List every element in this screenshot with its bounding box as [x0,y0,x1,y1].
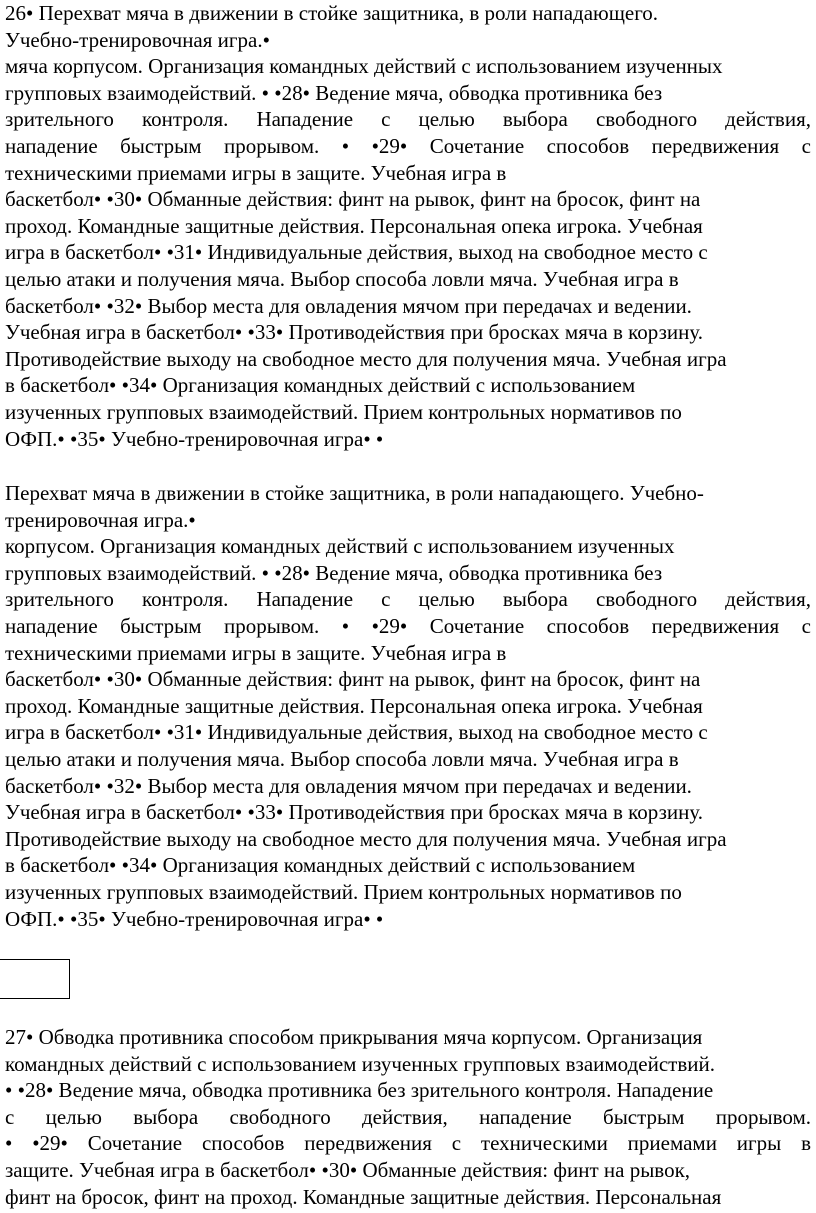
text-line: изученных групповых взаимодействий. Прием контрольных нормативов по [5,879,682,904]
text-line: баскетбол• •30• Обманные действия: финт на рывок, финт на бросок, финт на [5,667,701,692]
text-line: баскетбол• •32• Выбор места для овладения мячом при передачах и ведении. [5,773,692,798]
text-line: финт на бросок, финт на проход. Командные защитные действия. Персональная [5,1184,722,1209]
text-line: Учебно-тренировочная игра.• [5,27,270,52]
text-line: в баскетбол• •34• Организация командных действий с использованием [5,853,636,878]
text-line: целью атаки и получения мяча. Выбор способа ловли мяча. Учебная игра в [5,266,679,291]
text-line: 26• Перехват мяча в движении в стойке защитника, в роли нападающего. [5,1,659,25]
text-line: защите. Учебная игра в баскетбол• •30• Обманные действия: финт на рывок, [5,1157,691,1182]
text-line: с целью выбора свободного действия, нападение быстрым прорывом. [5,1104,811,1129]
text-line: • •28• Ведение мяча, обводка противника без зрительного контроля. Нападение [5,1078,714,1103]
document-block-2 [5,480,811,932]
text-line: групповых взаимодействий. • •28• Ведение мяча, обводка противника без [5,80,663,105]
document-block-3 [5,1024,811,1210]
text-line: нападение быстрым прорывом. • •29• Сочетание способов передвижения с [5,613,811,638]
text-line: • •29• Сочетание способов передвижения с техническими приемами игры в [5,1131,811,1156]
text-line: групповых взаимодействий. • •28• Ведение мяча, обводка противника без [5,560,663,585]
text-line: Перехват мяча в движении в стойке защитника, в роли нападающего. Учебно- [5,481,704,505]
text-line: зрительного контроля. Нападение с целью выбора свободного действия, [5,107,811,132]
document-block-1 [5,0,811,452]
text-line: мяча корпусом. Организация командных действий с использованием изученных [5,54,723,79]
text-line: тренировочная игра.• [5,507,196,532]
text-line: игра в баскетбол• •31• Индивидуальные действия, выход на свободное место с [5,240,708,265]
text-line: 27• Обводка противника способом прикрывания мяча корпусом. Организация [5,1025,703,1049]
text-line: корпусом. Организация командных действий с использованием изученных [5,534,675,559]
text-line: ОФП.• •35• Учебно-тренировочная игра• • [5,426,384,451]
text-line: проход. Командные защитные действия. Персональная опека игрока. Учебная [5,213,703,238]
text-line: техническими приемами игры в защите. Учебная игра в [5,640,507,665]
text-line: баскетбол• •30• Обманные действия: финт на рывок, финт на бросок, финт на [5,187,701,212]
image-placeholder-box [0,959,70,999]
text-line: проход. Командные защитные действия. Персональная опека игрока. Учебная [5,693,703,718]
text-line: баскетбол• •32• Выбор места для овладения мячом при передачах и ведении. [5,293,692,318]
text-line: зрительного контроля. Нападение с целью выбора свободного действия, [5,587,811,612]
text-line: техническими приемами игры в защите. Учебная игра в [5,160,507,185]
text-line: ОФП.• •35• Учебно-тренировочная игра• • [5,906,384,931]
text-line: Противодействие выходу на свободное место для получения мяча. Учебная игра [5,826,727,851]
text-line: изученных групповых взаимодействий. Прием контрольных нормативов по [5,399,682,424]
text-line: игра в баскетбол• •31• Индивидуальные действия, выход на свободное место с [5,720,708,745]
text-line: командных действий с использованием изученных групповых взаимодействий. [5,1051,715,1076]
text-line: нападение быстрым прорывом. • •29• Сочетание способов передвижения с [5,133,811,158]
text-line: Противодействие выходу на свободное место для получения мяча. Учебная игра [5,346,727,371]
text-line: Учебная игра в баскетбол• •33• Противодействия при бросках мяча в корзину. [5,800,703,825]
text-line: целью атаки и получения мяча. Выбор способа ловли мяча. Учебная игра в [5,746,679,771]
text-line: Учебная игра в баскетбол• •33• Противодействия при бросках мяча в корзину. [5,320,703,345]
text-line: в баскетбол• •34• Организация командных действий с использованием [5,373,636,398]
